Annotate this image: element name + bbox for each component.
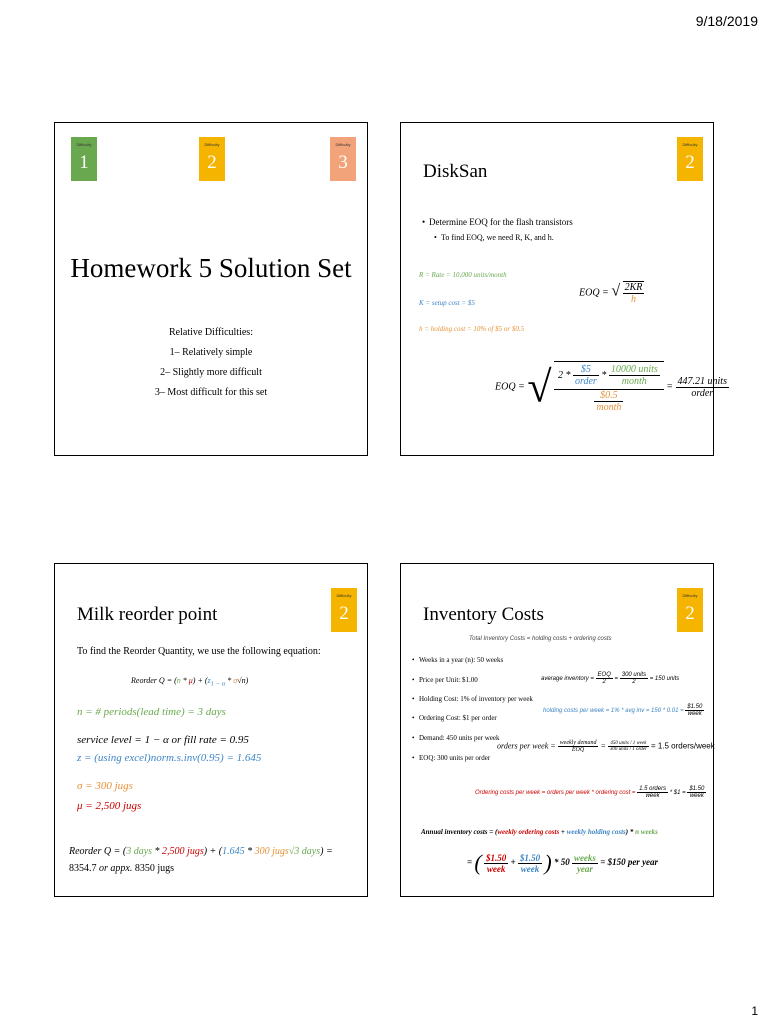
eoq-formula: EOQ = √ $\frac{2KR}{h}$ <box>579 282 643 305</box>
slide-title: Inventory Costs <box>423 604 544 625</box>
total-costs-line: Total Inventory Costs = holding costs + ordering costs <box>469 636 612 642</box>
frac-num: weekly demand <box>559 740 597 746</box>
frac-num: $1.50 <box>485 852 507 863</box>
slide-title: DiskSan <box>423 161 488 182</box>
calc-result: = $150 per year <box>600 857 659 868</box>
opw-label: orders per week = <box>497 741 556 751</box>
frac-den: EOQ <box>571 747 585 753</box>
difficulty-number: 3 <box>338 152 348 173</box>
annual-n: n weeks <box>635 828 658 836</box>
rate-numerator: 10000 units <box>610 364 658 375</box>
frac-num: 450 units / 1 week <box>608 741 649 747</box>
final-part: ) = <box>320 846 333 857</box>
annual-part: + <box>559 828 567 836</box>
frac-num: $1.50 <box>519 852 541 863</box>
annual-costs-formula <box>421 828 658 836</box>
frac-num: $1.50 <box>687 704 703 710</box>
rate-denominator: month <box>621 376 647 387</box>
intro-text: To find the Reorder Quantity, we use the following equation: <box>77 646 321 657</box>
bullet-weeks: • Weeks in a year (n): 50 weeks <box>419 656 503 664</box>
times: * <box>601 369 607 381</box>
difficulty-badge <box>677 137 703 181</box>
final-part: ) + ( <box>203 846 223 857</box>
two-times: 2 * <box>557 369 571 381</box>
equals-sign: = <box>666 381 674 393</box>
frac-den: week <box>486 863 506 874</box>
eq-z: z <box>207 676 211 685</box>
slide-title: Homework 5 Solution Set <box>70 253 352 283</box>
slide-milk-reorder <box>54 563 368 897</box>
ordering-cost-per-week-formula <box>475 786 706 799</box>
slide-title: Milk reorder point <box>77 604 218 625</box>
eq-part: ) <box>245 676 249 685</box>
difficulty-label: Difficulty <box>76 142 92 147</box>
n-line: n = # periods(lead time) = 3 days <box>77 706 226 718</box>
difficulty-number: 2 <box>685 603 695 624</box>
difficulty-line-1: 1– Relatively simple <box>169 347 253 358</box>
difficulty-label: Difficulty <box>335 142 351 147</box>
opw-result: = 1.5 orders/week <box>650 741 715 751</box>
final-result <box>69 863 174 874</box>
final-approx: or appx. <box>96 863 135 874</box>
holding-numerator: $0.5 <box>594 390 623 402</box>
final-value: 8354.7 <box>69 863 97 874</box>
page-number: 1 <box>751 1004 758 1018</box>
holding-per-week-formula <box>543 704 704 717</box>
eq-part: * <box>225 676 234 685</box>
frac-den: week <box>645 793 660 799</box>
eoq-label: EOQ = <box>495 381 525 393</box>
bullet-demand: • Demand: 450 units per week <box>419 734 499 742</box>
annual-part: ) * <box>625 828 636 836</box>
final-reorder-equation <box>69 846 333 857</box>
eq-sigma: σ <box>233 676 238 685</box>
final-part: * <box>244 846 255 857</box>
eq-sub: 1 − α <box>210 680 226 688</box>
holding-denominator: month <box>596 402 622 413</box>
difficulty-badge <box>677 588 703 632</box>
slide-disksan <box>400 122 727 456</box>
slide-homework-title <box>54 122 368 456</box>
reorder-equation <box>131 676 248 688</box>
difficulty-badge-2 <box>199 137 225 181</box>
difficulty-badge <box>331 588 357 632</box>
eoq-denominator: h <box>630 294 636 305</box>
cost-numerator: $5 <box>573 364 599 376</box>
avg-inventory-formula: average inventory = $\frac{\text{EOQ}}{2}$ = $\frac{\text{300 units}}{2}$ = 150 units <box>541 672 680 685</box>
eq-sqrt: √n <box>237 676 246 685</box>
difficulty-number: 1 <box>79 152 89 173</box>
annual-part: Annual inventory costs = ( <box>421 828 498 836</box>
eq-part: * <box>180 676 189 685</box>
final-part: * <box>152 846 163 857</box>
difficulty-label: Difficulty <box>204 142 220 147</box>
result-numerator: 447.21 units <box>677 375 727 387</box>
frac-num: $1.50 <box>689 786 705 792</box>
avg-result: = 150 units <box>649 676 680 683</box>
final-sqrt: √3 days <box>288 846 321 857</box>
annual-calculation: = ( $\frac{\$1.50}{\text{week}}$ + $\frac{\$1.50}{\text{week}}$ ) * 50 $\frac{\text{weeks}}{\text{year}}$ = $150 per year <box>467 850 659 875</box>
frac-den: 2 <box>632 679 636 685</box>
result-denominator: order <box>691 387 714 399</box>
header-date: 9/18/2019 <box>695 13 758 29</box>
final-jugs: 2,500 jugs <box>162 846 204 857</box>
frac-num: weeks <box>573 852 596 863</box>
avg-label: average inventory = <box>541 676 594 683</box>
sigma-line: σ = 300 jugs <box>77 780 133 792</box>
relative-difficulties-heading: Relative Difficulties: <box>169 327 253 338</box>
cost-denominator: order <box>574 376 597 387</box>
final-rounded: 8350 jugs <box>134 863 175 874</box>
difficulty-number: 2 <box>685 152 695 173</box>
bullet-ordering: • Ordering Cost: $1 per order <box>419 714 497 722</box>
difficulty-label: Difficulty <box>682 593 698 598</box>
final-days: 3 days <box>126 846 153 857</box>
h-definition: h = holding cost = 10% of $5 or $0.5 <box>419 325 525 333</box>
frac-den: 2 <box>602 679 606 685</box>
ocpw-label: Ordering costs per week = orders per week * ordering cost = <box>475 790 636 797</box>
eoq-label: EOQ = <box>579 287 609 299</box>
difficulty-label: Difficulty <box>682 142 698 147</box>
slide-inventory-costs <box>400 563 714 897</box>
bullet-determine-eoq: • Determine EOQ for the flash transistors <box>429 217 573 227</box>
service-level-line: service level = 1 − α or fill rate = 0.95 <box>77 734 249 746</box>
eoq-big-formula: EOQ = √ 2 * $\frac{\$5}{\text{order}}$ * $\frac{\text{10000 units}}{\text{month}}$ $\frac{\$0.5}{\text{month}}$ = $\frac{\text{447.21 units}}{\text{order}}$ <box>495 362 727 413</box>
k-definition: K = setup cost = $5 <box>419 299 475 307</box>
difficulty-number: 2 <box>339 603 349 624</box>
eq-part: Reorder Q = ( <box>131 676 177 685</box>
frac-num: 300 units <box>621 672 647 678</box>
bullet-price: • Price per Unit: $1.00 <box>419 676 478 684</box>
orders-per-week-formula: orders per week = $\frac{\text{weekly demand}}{\text{EOQ}}$ = $\frac{\text{450 units / 1 week}}{\text{300 units / 1 order}}$ = 1.5 orders/week <box>497 740 715 753</box>
final-sigma: 300 jugs <box>254 846 289 857</box>
z-line: z = (using excel)norm.s.inv(0.95) = 1.645 <box>77 752 262 764</box>
bullet-eoq: • EOQ: 300 units per order <box>419 754 490 762</box>
eoq-numerator: 2KR <box>624 282 643 293</box>
r-definition: R = Rate = 10,000 units/month <box>419 271 507 279</box>
eq-mu: μ <box>188 676 193 685</box>
frac-den: 300 units / 1 order <box>609 747 647 752</box>
frac-den: week <box>520 863 540 874</box>
annual-ordering: weekly ordering costs <box>497 828 560 836</box>
difficulty-badge-1 <box>71 137 97 181</box>
final-part: Reorder Q = ( <box>69 846 127 857</box>
mu-line: μ = 2,500 jugs <box>77 800 142 812</box>
difficulty-label: Difficulty <box>336 593 352 598</box>
calc-mult: * 50 <box>553 857 570 868</box>
annual-holding: weekly holding costs <box>566 828 626 836</box>
final-z: 1.645 <box>222 846 245 857</box>
difficulty-line-2: 2– Slightly more difficult <box>160 367 262 378</box>
hold-line: holding costs per week = 1% * avg inv = 150 * 0.01 = <box>543 708 684 715</box>
frac-num: 1.5 orders <box>639 786 667 792</box>
bullet-find-eoq: • To find EOQ, we need R, K, and h. <box>441 233 554 242</box>
frac-den: year <box>576 863 593 874</box>
frac-den: week <box>687 711 702 717</box>
frac-num: EOQ <box>597 672 611 678</box>
eq-part: ) + ( <box>192 676 208 685</box>
ocpw-mid: * $1 = <box>669 790 686 797</box>
difficulty-number: 2 <box>207 152 217 173</box>
difficulty-line-3: 3– Most difficult for this set <box>154 387 268 398</box>
frac-den: week <box>689 793 704 799</box>
difficulty-badge-3 <box>330 137 356 181</box>
bullet-holding: • Holding Cost: 1% of inventory per week <box>419 695 533 703</box>
eq-n: n <box>176 676 181 685</box>
